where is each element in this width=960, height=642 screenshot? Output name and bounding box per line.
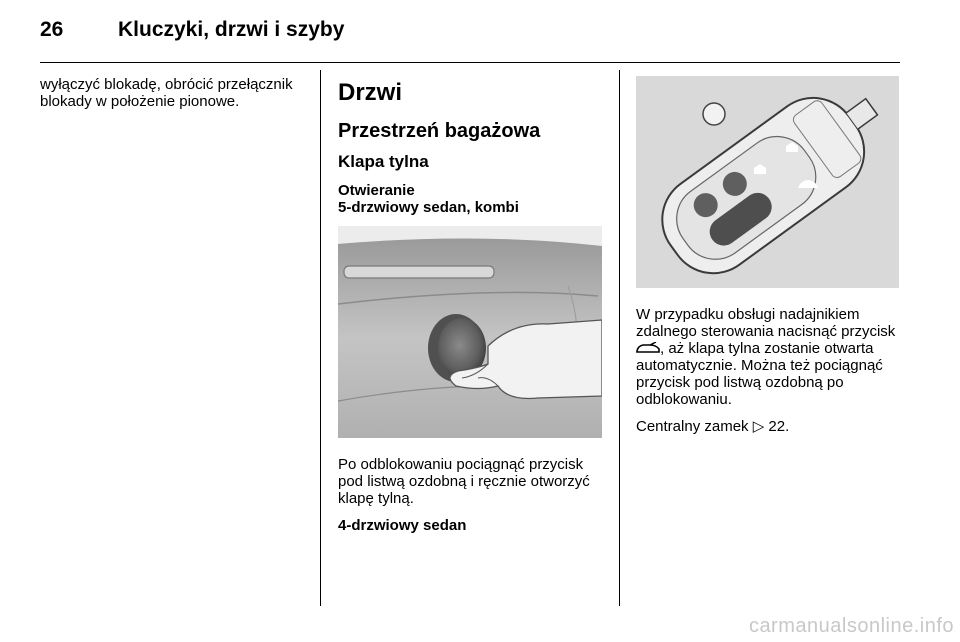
- heading-tailgate: Klapa tylna: [338, 152, 429, 171]
- page-number: 26: [40, 18, 64, 41]
- heading-opening: Otwieranie: [338, 182, 415, 199]
- header-divider: [40, 62, 900, 63]
- reference-page: 22.: [764, 418, 790, 435]
- remote-key-illustration: [636, 76, 899, 288]
- column-3: [636, 76, 900, 445]
- instruction-text-part-1: W przypadku obsługi nadajnikiem zdalnego sterowania nacisnąć przycisk: [636, 306, 896, 340]
- subsection-heading-luggage: Przestrzeń bagażowa: [338, 120, 541, 142]
- watermark: carmanualsonline.info: [748, 615, 954, 637]
- cross-reference-text: [636, 418, 900, 435]
- section-heading-doors: Drzwi: [338, 79, 403, 106]
- instruction-text-part-2: , aż klapa tylna zostanie otwarta automatycznie. Można też pociągnąć przycisk pod listwą ozdobną po odblokowaniu.: [636, 340, 883, 408]
- page-header-title: Kluczyki, drzwi i szyby: [118, 18, 345, 41]
- heading-variant-5door: 5-drzwiowy sedan, kombi: [338, 199, 519, 216]
- tailgate-handle-illustration: [338, 226, 602, 438]
- column-divider-left: [320, 70, 321, 606]
- continued-text: wyłączyć blokadę, obrócić przełącznik blokady w położenie pionowe.: [40, 76, 293, 110]
- column-1: [40, 76, 308, 120]
- reference-label: Centralny zamek: [636, 418, 753, 435]
- instruction-text-5door: Po odblokowaniu pociągnąć przycisk pod listwą ozdobną i ręcznie otworzyć klapę tylną.: [338, 456, 590, 507]
- car-trunk-icon: [636, 342, 660, 354]
- column-2: [338, 76, 604, 534]
- heading-variant-4door: 4-drzwiowy sedan: [338, 517, 467, 534]
- reference-arrow-icon: ▷: [752, 418, 765, 435]
- column-divider-right: [619, 70, 620, 606]
- instruction-text-remote: [636, 306, 900, 408]
